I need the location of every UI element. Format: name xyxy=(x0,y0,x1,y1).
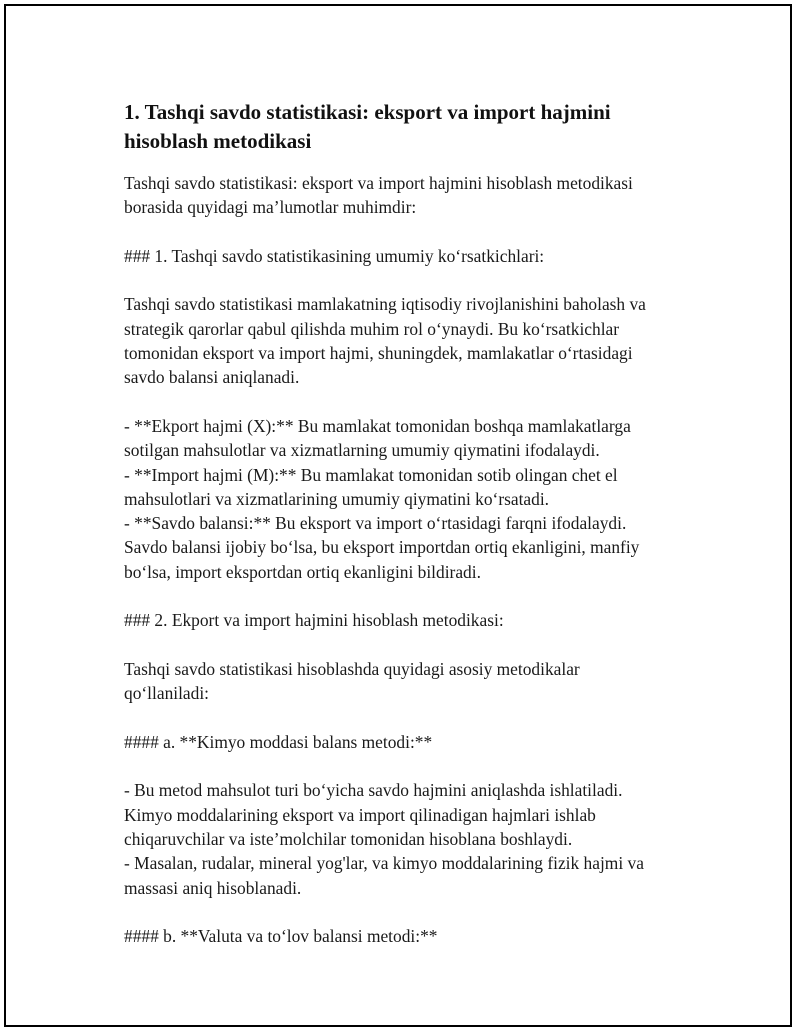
text-line: #### a. **Kimyo moddasi balans metodi:** xyxy=(124,731,433,752)
text-line: #### b. **Valuta va to‘lov balansi metodi:** xyxy=(124,926,438,947)
text-line: borasida quyidagi ma’lumotlar muhimdir: xyxy=(124,197,417,218)
text-line: ### 1. Tashqi savdo statistikasining umumiy ko‘rsatkichlari: xyxy=(124,245,545,266)
text-line: Tashqi savdo statistikasi: eksport va import hajmini hisoblash metodikasi xyxy=(124,173,633,193)
definitions-list xyxy=(124,414,694,584)
document-content xyxy=(124,98,694,973)
text-line: Savdo balansi ijobiy bo‘lsa, bu eksport importdan ortiq ekanligini, manfiy xyxy=(124,537,640,558)
text-line: Kimyo moddalarining eksport va import qilinadigan hajmlari ishlab xyxy=(124,804,596,825)
methods-intro-paragraph xyxy=(124,657,694,706)
text-line: Tashqi savdo statistikasi mamlakatning iqtisodiy rivojlanishini baholash va xyxy=(124,294,646,315)
text-line: - **Ekport hajmi (X):** Bu mamlakat tomonidan boshqa mamlakatlarga xyxy=(124,415,631,436)
text-line: sotilgan mahsulotlar va xizmatlarning umumiy qiymatini ifodalaydi. xyxy=(124,440,600,461)
text-line: tomonidan eksport va import hajmi, shuningdek, mamlakatlar o‘rtasidagi xyxy=(124,343,633,364)
subsection-heading-a xyxy=(124,730,694,754)
text-line: massasi aniq hisoblanadi. xyxy=(124,877,302,898)
text-line: savdo balansi aniqlanadi. xyxy=(124,367,300,388)
section-heading-1 xyxy=(124,244,694,268)
text-line: - **Savdo balansi:** Bu eksport va import o‘rtasidagi farqni ifodalaydi. xyxy=(124,513,627,534)
document-title xyxy=(124,98,694,156)
text-line: mahsulotlari va xizmatlarining umumiy qiymatini ko‘rsatadi. xyxy=(124,488,550,509)
text-line: - Masalan, rudalar, mineral yog'lar, va kimyo moddalarining fizik hajmi va xyxy=(124,853,644,874)
overview-paragraph xyxy=(124,292,694,389)
text-line: bo‘lsa, import eksportdan ortiq ekanligini bildiradi. xyxy=(124,561,481,582)
page-frame xyxy=(4,4,792,1027)
text-line: ### 2. Ekport va import hajmini hisoblash metodikasi: xyxy=(124,610,504,631)
title-line-2: hisoblash metodikasi xyxy=(124,129,312,153)
method-a-list xyxy=(124,778,694,899)
text-line: strategik qarorlar qabul qilishda muhim rol o‘ynaydi. Bu ko‘rsatkichlar xyxy=(124,318,620,339)
title-line-1: 1. Tashqi savdo statistikasi: eksport va import hajmini xyxy=(124,100,611,124)
text-line: - **Import hajmi (M):** Bu mamlakat tomonidan sotib olingan chet el xyxy=(124,464,618,485)
text-line: Tashqi savdo statistikasi hisoblashda quyidagi asosiy metodikalar xyxy=(124,658,580,679)
subsection-heading-b xyxy=(124,924,694,948)
text-line: - Bu metod mahsulot turi bo‘yicha savdo hajmini aniqlashda ishlatiladi. xyxy=(124,780,623,801)
section-heading-2 xyxy=(124,608,694,632)
text-line: qo‘llaniladi: xyxy=(124,683,210,704)
intro-paragraph xyxy=(124,171,694,220)
text-line: chiqaruvchilar va iste’molchilar tomonidan hisoblana boshlaydi. xyxy=(124,829,573,850)
